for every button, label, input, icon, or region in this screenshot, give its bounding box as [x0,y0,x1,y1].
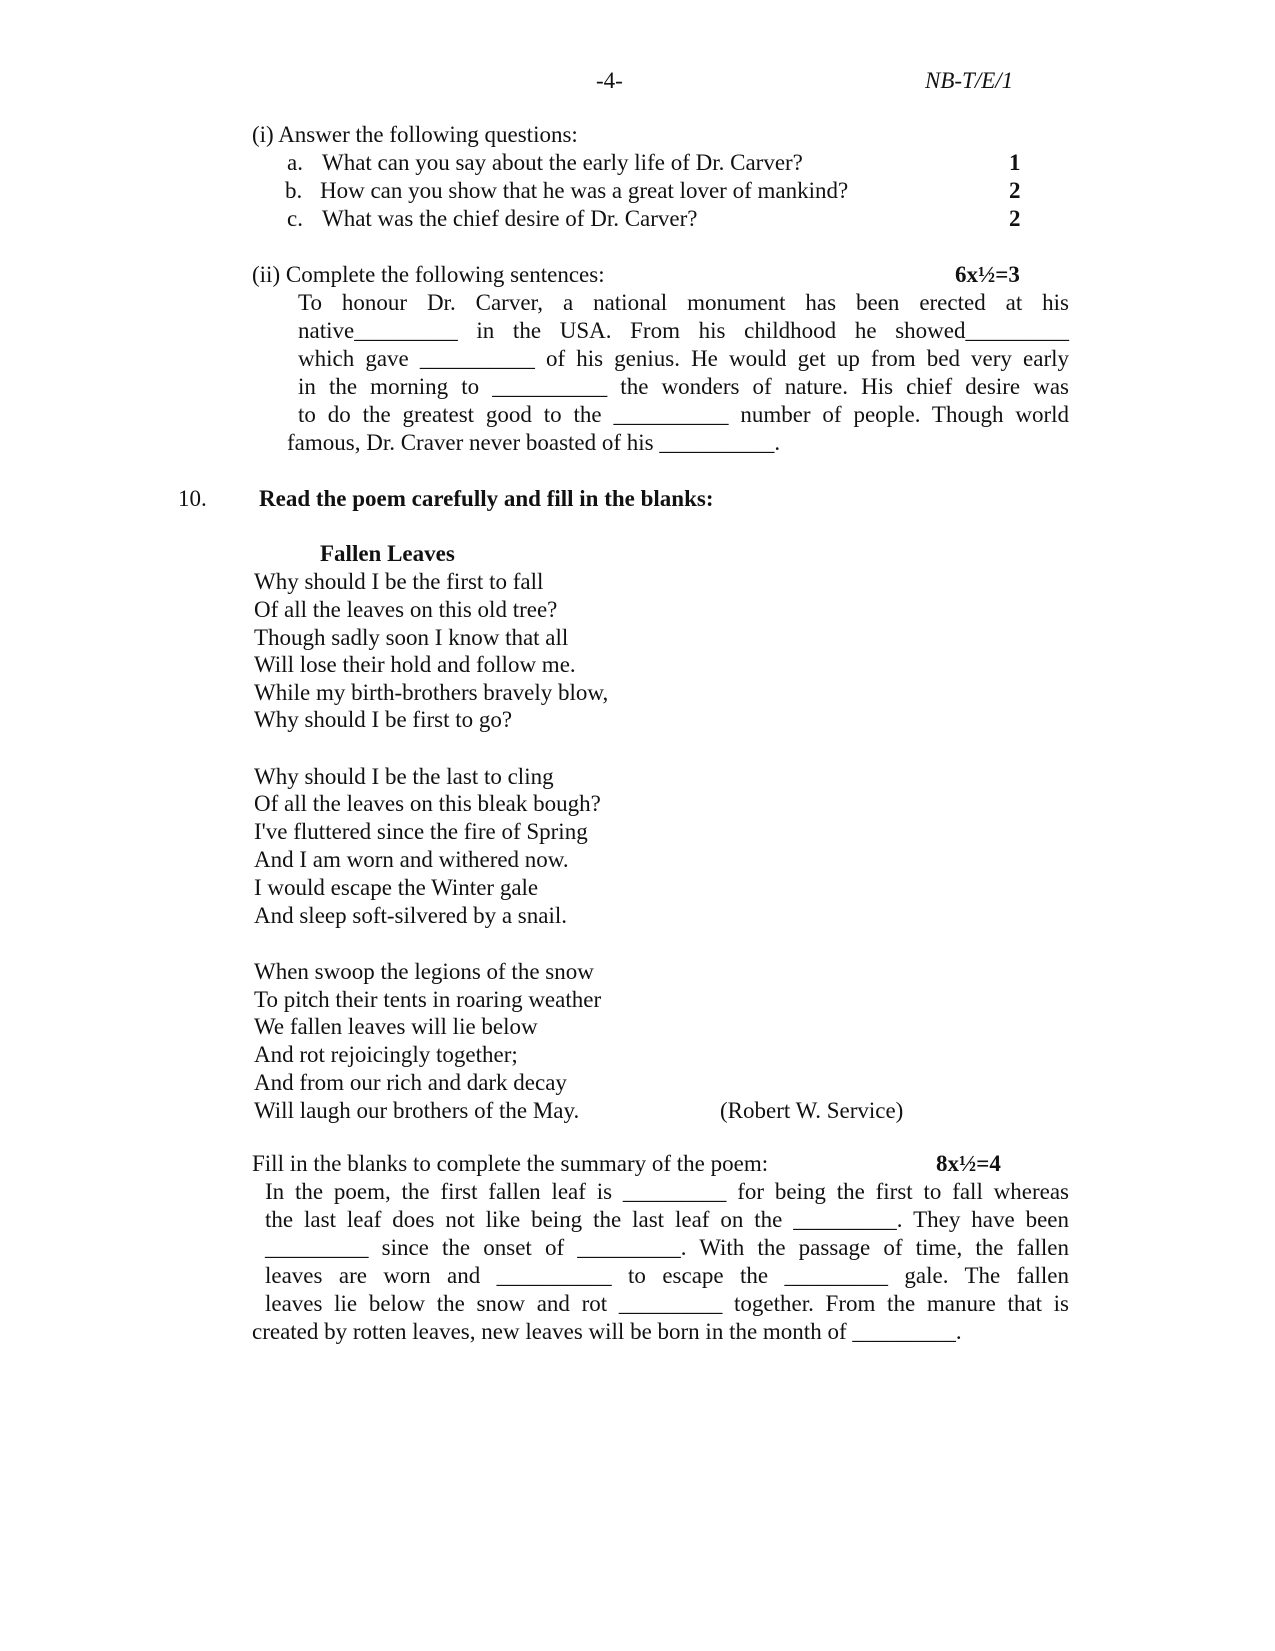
poem-line: I've fluttered since the fire of Spring [254,819,588,844]
poem-line: And from our rich and dark decay [254,1070,567,1095]
poem-line: Why should I be the first to fall [254,569,544,594]
summary-line: leaves are worn and __________ to escape the _________ gale. The fallen [265,1263,1069,1288]
summary-line: the last leaf does not like being the last leaf on the _________. They have been [265,1207,1069,1232]
summary-heading: Fill in the blanks to complete the summary of the poem: [252,1151,769,1176]
question-text: What was the chief desire of Dr. Carver? [322,206,698,231]
poem-author: (Robert W. Service) [720,1098,904,1123]
passage-line: in the morning to __________ the wonders of nature. His chief desire was [298,374,1069,399]
poem-line: Of all the leaves on this bleak bough? [254,791,601,816]
page-number: -4- [596,68,623,93]
passage-line: to do the greatest good to the __________ number of people. Though world [298,402,1069,427]
poem-line: And rot rejoicingly together; [254,1042,518,1067]
summary-line: created by rotten leaves, new leaves will be born in the month of _________. [252,1319,962,1344]
passage-line: famous, Dr. Craver never boasted of his __________. [287,430,781,455]
question-marks: 2 [1009,178,1021,203]
question-text: What can you say about the early life of Dr. Carver? [322,150,803,175]
poem-line: Will laugh our brothers of the May. [254,1098,580,1123]
question-text: How can you show that he was a great lover of mankind? [320,178,849,203]
poem-line: Why should I be the last to cling [254,764,554,789]
passage-line: which gave __________ of his genius. He would get up from bed very early [298,346,1069,371]
poem-line: Though sadly soon I know that all [254,625,569,650]
poem-title: Fallen Leaves [320,541,455,566]
question-label: a. [287,150,303,175]
poem-line: When swoop the legions of the snow [254,959,594,984]
part-ii-marks: 6x½=3 [955,262,1020,287]
question-label: c. [287,206,303,231]
document-code: NB-T/E/1 [925,68,1014,93]
part-i-heading: (i) Answer the following questions: [252,122,578,147]
passage-line: native_________ in the USA. From his childhood he showed_________ [298,318,1069,343]
poem-line: I would escape the Winter gale [254,875,539,900]
part-ii-heading: (ii) Complete the following sentences: [252,262,605,287]
poem-line: Will lose their hold and follow me. [254,652,576,677]
question-label: b. [285,178,303,203]
poem-line: To pitch their tents in roaring weather [254,987,602,1012]
summary-line: In the poem, the first fallen leaf is _________ for being the first to fall whereas [265,1179,1069,1204]
poem-line: Of all the leaves on this old tree? [254,597,558,622]
question-marks: 1 [1009,150,1021,175]
summary-line: _________ since the onset of _________. With the passage of time, the fallen [265,1235,1069,1260]
summary-line: leaves lie below the snow and rot _________ together. From the manure that is [265,1291,1069,1316]
poem-line: And sleep soft-silvered by a snail. [254,903,567,928]
poem-line: We fallen leaves will lie below [254,1014,538,1039]
poem-line: And I am worn and withered now. [254,847,569,872]
poem-line: While my birth-brothers bravely blow, [254,680,609,705]
summary-marks: 8x½=4 [936,1151,1001,1176]
question-marks: 2 [1009,206,1021,231]
poem-line: Why should I be first to go? [254,707,513,732]
passage-line: To honour Dr. Carver, a national monument has been erected at his [298,290,1069,315]
question-instruction: Read the poem carefully and fill in the blanks: [259,486,714,511]
question-number: 10. [178,486,207,511]
